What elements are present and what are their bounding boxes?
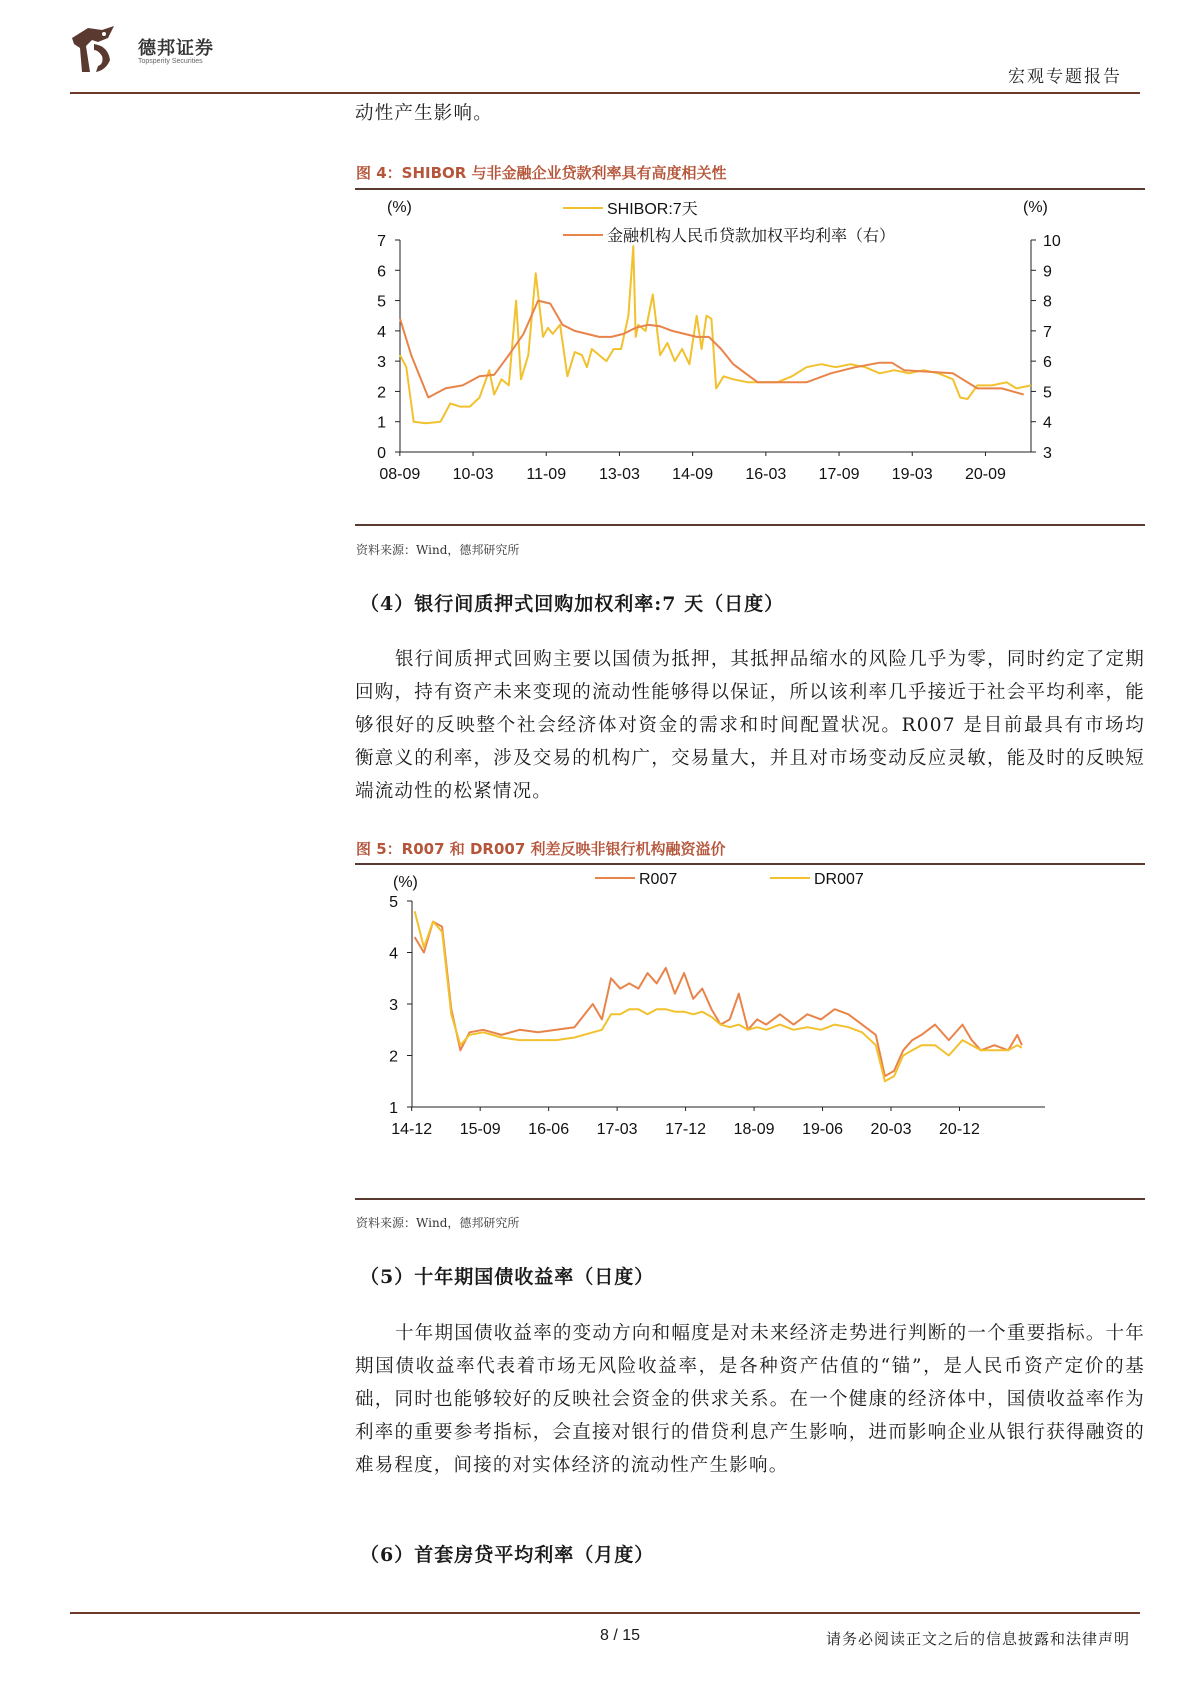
y-tick-label: 3 (377, 354, 386, 372)
y-tick-label: 2 (377, 384, 386, 402)
section4-heading: （4）银行间质押式回购加权利率:7 天（日度） (360, 593, 785, 615)
y-tick-label: 5 (389, 894, 398, 911)
series-line-2 (400, 301, 1024, 398)
footer-divider (70, 1612, 1140, 1614)
y-tick-label: 5 (377, 293, 386, 311)
x-tick-label: 18-09 (733, 1121, 775, 1138)
intro-text: 动性产生影响。 (355, 103, 493, 124)
x-tick-label: 20-03 (870, 1121, 912, 1138)
y-right-tick-label: 10 (1043, 233, 1061, 250)
figure5-bottom-rule (355, 1198, 1145, 1200)
x-tick-label: 08-09 (379, 466, 421, 483)
section6-heading: （6）首套房贷平均利率（月度） (360, 1544, 655, 1566)
x-tick-label: 16-06 (528, 1121, 570, 1138)
x-tick-label: 11-09 (526, 466, 567, 483)
page-number: 8 / 15 (599, 1627, 641, 1644)
figure5-chart (355, 867, 1145, 1201)
series-line-1 (415, 922, 1022, 1077)
logo-name-en: Topsperity Securities (138, 58, 203, 65)
legend-label-2: 金融机构人民币贷款加权平均利率（右） (607, 228, 896, 245)
section5-heading: （5）十年期国债收益率（日度） (360, 1266, 655, 1288)
x-tick-label: 14-12 (391, 1121, 433, 1138)
y-tick-label: 1 (389, 1100, 398, 1117)
legend-label-1: R007 (639, 871, 678, 888)
x-tick-label: 17-09 (818, 466, 860, 483)
figure4-bottom-rule (355, 524, 1145, 526)
y-right-tick-label: 9 (1043, 263, 1052, 281)
section4-paragraph (355, 643, 1145, 808)
y-right-tick-label: 3 (1043, 445, 1052, 462)
x-tick-label: 20-09 (964, 466, 1006, 483)
y-right-tick-label: 5 (1043, 384, 1052, 402)
figure5-title: 图 5：R007 和 DR007 利差反映非银行机构融资溢价 (356, 840, 726, 858)
x-tick-label: 13-03 (598, 466, 640, 483)
x-tick-label: 10-03 (452, 466, 494, 483)
x-tick-label: 20-12 (939, 1121, 980, 1138)
figure4-source: 资料来源：Wind，德邦研究所 (356, 543, 520, 557)
y-right-tick-label: 8 (1043, 293, 1052, 311)
x-tick-label: 15-09 (459, 1121, 501, 1138)
figure4-svg (355, 192, 1145, 522)
y-axis-unit-right: (%) (1023, 199, 1048, 216)
y-tick-label: 0 (377, 445, 386, 462)
logo-name-cn: 德邦证券 (138, 38, 214, 59)
figure5-top-rule (355, 863, 1145, 865)
x-tick-label: 16-03 (745, 466, 787, 483)
section5-paragraph (355, 1317, 1145, 1482)
x-tick-label: 14-09 (672, 466, 714, 483)
report-type: 宏观专题报告 (1008, 67, 1122, 87)
figure4-title: 图 4：SHIBOR 与非金融企业贷款利率具有高度相关性 (356, 164, 727, 182)
y-tick-label: 4 (389, 945, 398, 963)
series-line-2 (415, 911, 1022, 1081)
figure4-top-rule (355, 188, 1145, 190)
x-tick-label: 17-12 (665, 1121, 707, 1138)
x-tick-label: 19-06 (802, 1121, 843, 1138)
figure5-source: 资料来源：Wind，德邦研究所 (356, 1216, 520, 1230)
y-tick-label: 1 (377, 414, 386, 432)
section4-paragraph-text: 银行间质押式回购主要以国债为抵押，其抵押品缩水的风险几乎为零，同时约定了定期回购，持有资产未来变现的流动性能够得以保证，所以该利率几乎接近于社会平均利率，能够很好的反映整个社会经济体对资金的需求和时间配置状况。R007 是目前最具有市场均衡意义的利率，涉及交易的机构广，交易量大，并且对市场变动反应灵敏，能及时的反映短端流动性的松紧情况。 (355, 649, 1145, 802)
y-axis-unit: (%) (393, 874, 418, 891)
legend-label-2: DR007 (814, 871, 864, 888)
series-line-1 (400, 246, 1031, 423)
y-tick-label: 4 (377, 323, 386, 341)
y-tick-label: 6 (377, 263, 386, 281)
y-right-tick-label: 6 (1043, 354, 1052, 372)
x-tick-label: 19-03 (891, 466, 933, 483)
figure4-chart (355, 192, 1145, 526)
y-tick-label: 7 (377, 233, 386, 250)
header-divider (70, 92, 1140, 94)
y-right-tick-label: 7 (1043, 323, 1052, 341)
y-axis-unit-left: (%) (387, 199, 412, 216)
footer-disclaimer: 请务必阅读正文之后的信息披露和法律声明 (825, 1630, 1130, 1648)
section5-paragraph-text: 十年期国债收益率的变动方向和幅度是对未来经济走势进行判断的一个重要指标。十年期国债收益率代表着市场无风险收益率，是各种资产估值的“锚”，是人民币资产定价的基础，同时也能够较好的反映社会资金的供求关系。在一个健康的经济体中，国债收益率作为利率的重要参考指标，会直接对银行的借贷利息产生影响，进而影响企业从银行获得融资的难易程度，间接的对实体经济的流动性产生影响。 (355, 1323, 1145, 1476)
figure5-svg (355, 867, 1145, 1197)
y-tick-label: 2 (389, 1048, 398, 1066)
x-tick-label: 17-03 (596, 1121, 638, 1138)
y-tick-label: 3 (389, 997, 398, 1014)
company-logo-icon (68, 24, 116, 76)
legend-label-1: SHIBOR:7天 (607, 201, 698, 218)
y-right-tick-label: 4 (1043, 414, 1052, 432)
